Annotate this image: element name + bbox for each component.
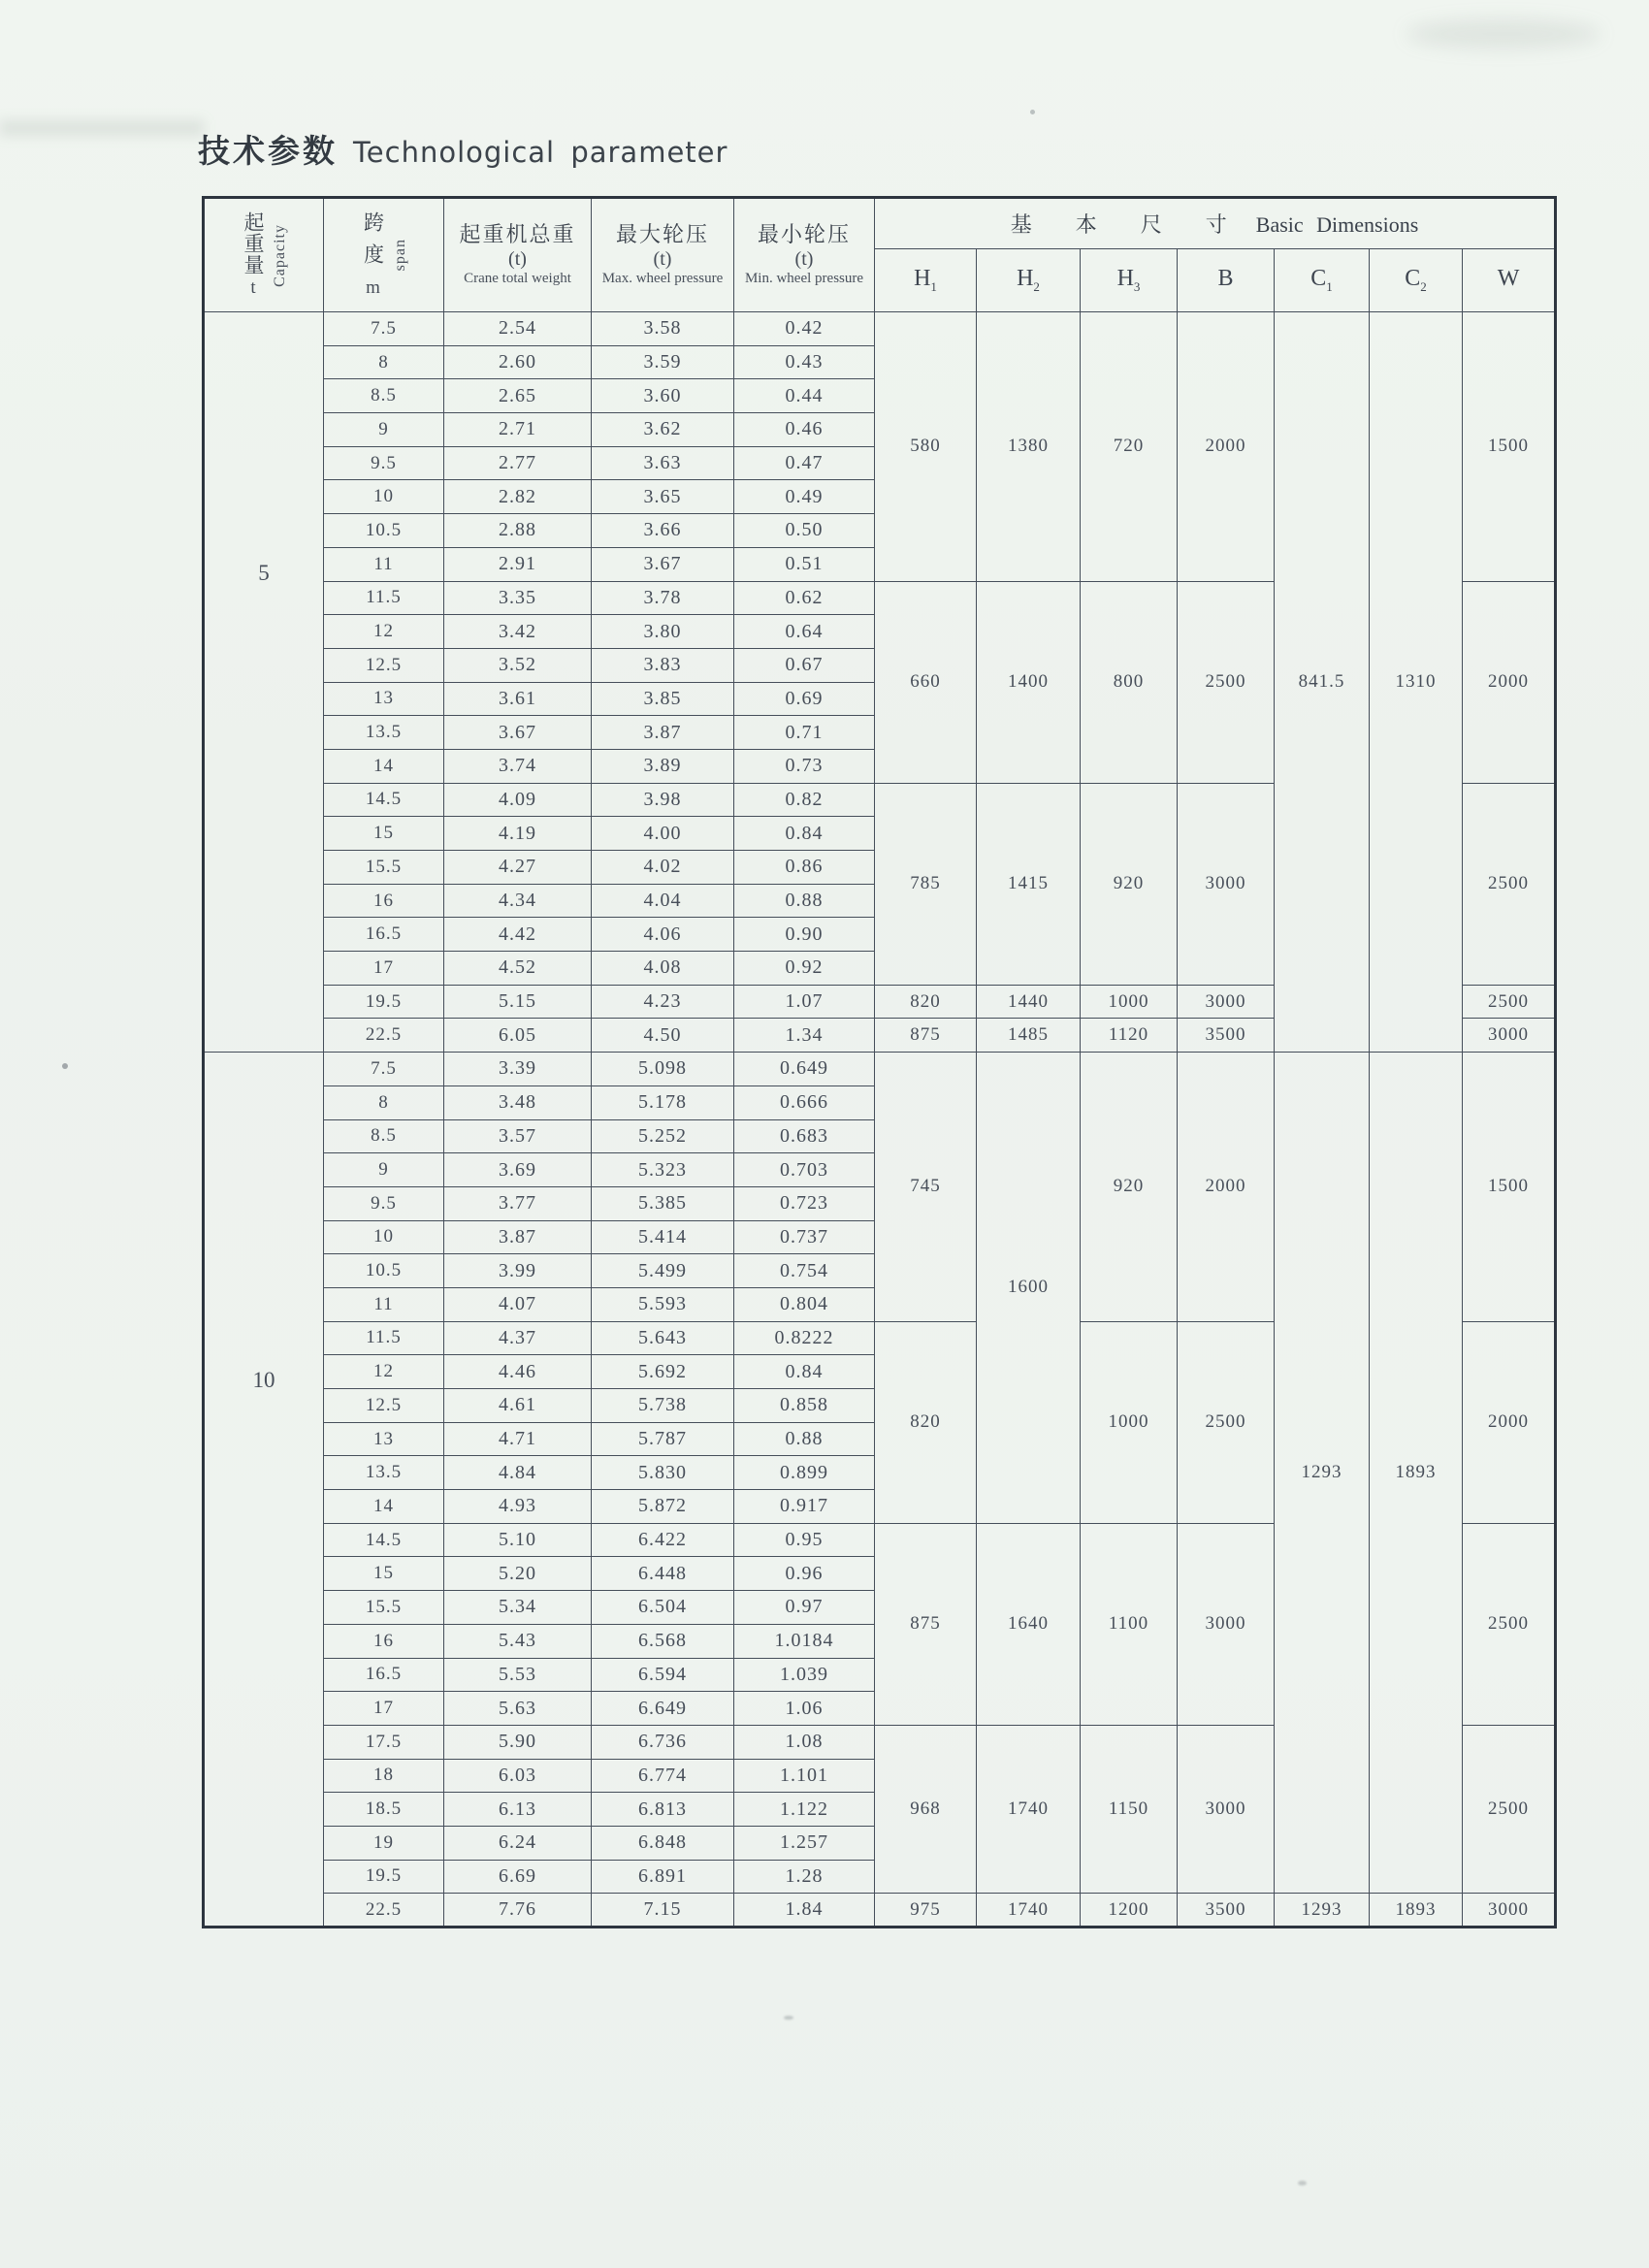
cell-total-weight: 2.54 [444,312,592,346]
cell-dim-h1: 785 [875,783,977,985]
cell-span: 13.5 [324,716,444,750]
technological-parameter-table [202,196,1557,1928]
cell-max-pressure: 3.80 [592,615,734,649]
cell-span: 17 [324,952,444,986]
cell-max-pressure: 6.848 [592,1826,734,1860]
cell-max-pressure: 3.63 [592,446,734,480]
cell-total-weight: 2.65 [444,379,592,413]
cell-min-pressure: 0.84 [734,1355,875,1389]
cell-span: 16 [324,1624,444,1658]
cell-total-weight: 3.69 [444,1153,592,1187]
cell-dim-w: 2500 [1463,985,1556,1019]
header-span-unit: m [366,277,380,298]
cell-span: 16.5 [324,918,444,952]
header-dim-h1: $H_1$ [875,249,977,312]
scan-smudge [0,120,204,136]
header-dim-b: B [1178,249,1275,312]
cell-total-weight: 3.61 [444,682,592,716]
cell-total-weight: 4.93 [444,1490,592,1524]
cell-max-pressure: 5.499 [592,1254,734,1288]
header-dim-h3: $H_3$ [1081,249,1178,312]
cell-min-pressure: 0.73 [734,749,875,783]
cell-total-weight: 2.82 [444,480,592,514]
cell-max-pressure: 5.385 [592,1186,734,1220]
cell-max-pressure: 5.787 [592,1422,734,1456]
cell-span: 13.5 [324,1456,444,1490]
cell-min-pressure: 0.51 [734,547,875,581]
cell-max-pressure: 5.643 [592,1321,734,1355]
cell-dim-h3: 1200 [1081,1894,1178,1928]
cell-max-pressure: 5.692 [592,1355,734,1389]
cell-total-weight: 4.07 [444,1287,592,1321]
cell-max-pressure: 4.00 [592,817,734,851]
cell-max-pressure: 3.87 [592,716,734,750]
cell-total-weight: 3.77 [444,1186,592,1220]
cell-capacity [204,1053,324,1928]
cell-max-pressure: 5.830 [592,1456,734,1490]
page-title-english: Technological parameter [353,136,728,169]
cell-span: 8 [324,1085,444,1119]
cell-dim-b: 2500 [1178,581,1275,783]
cell-dim-h1: 660 [875,581,977,783]
cell-dim-c1: 1293 [1275,1053,1370,1894]
cell-span: 9 [324,413,444,447]
header-capacity-english: Capacity [272,223,288,287]
cell-span: 15.5 [324,851,444,885]
cell-min-pressure: 0.50 [734,514,875,548]
cell-total-weight: 4.37 [444,1321,592,1355]
header-basic-dimensions: 基 本 尺 寸 Basic Dimensions [875,198,1556,249]
cell-min-pressure: 0.88 [734,884,875,918]
cell-span: 8.5 [324,1119,444,1153]
cell-dim-h2: 1400 [977,581,1081,783]
cell-total-weight: 3.57 [444,1119,592,1153]
cell-max-pressure: 5.252 [592,1119,734,1153]
cell-span: 11.5 [324,1321,444,1355]
cell-max-pressure: 3.98 [592,783,734,817]
cell-total-weight: 5.34 [444,1591,592,1625]
cell-dim-c2: 1310 [1370,312,1463,1053]
cell-max-pressure: 3.59 [592,345,734,379]
cell-total-weight: 5.15 [444,985,592,1019]
scan-speck [1030,110,1035,114]
cell-span: 8.5 [324,379,444,413]
header-dim-c1: $C_1$ [1275,249,1370,312]
cell-dim-h1: 875 [875,1019,977,1053]
cell-span: 10 [324,480,444,514]
cell-dim-b: 3000 [1178,985,1275,1019]
cell-min-pressure: 1.06 [734,1692,875,1726]
cell-min-pressure: 0.723 [734,1186,875,1220]
header-max-wheel-pressure: 最大轮压 (t) Max. wheel pressure [592,198,734,312]
cell-total-weight: 5.90 [444,1725,592,1759]
header-capacity-unit: t [250,277,256,298]
cell-total-weight: 4.61 [444,1389,592,1423]
cell-min-pressure: 0.69 [734,682,875,716]
cell-dim-w: 1500 [1463,312,1556,582]
cell-dim-h1: 975 [875,1894,977,1928]
cell-max-pressure: 6.891 [592,1860,734,1894]
cell-min-pressure: 0.754 [734,1254,875,1288]
cell-dim-h1: 820 [875,1321,977,1523]
cell-min-pressure: 0.804 [734,1287,875,1321]
header-dim-h2: $H_2$ [977,249,1081,312]
cell-span: 8 [324,345,444,379]
cell-min-pressure: 0.67 [734,648,875,682]
cell-total-weight: 4.09 [444,783,592,817]
cell-min-pressure: 0.44 [734,379,875,413]
cell-min-pressure: 0.8222 [734,1321,875,1355]
capacity-value: 5 [258,561,270,586]
cell-min-pressure: 1.84 [734,1894,875,1928]
cell-min-pressure: 0.47 [734,446,875,480]
cell-span: 11 [324,1287,444,1321]
cell-span: 13 [324,682,444,716]
cell-dim-w: 3000 [1463,1019,1556,1053]
cell-max-pressure: 3.66 [592,514,734,548]
page-title-chinese: 技术参数 [198,132,338,170]
cell-span: 14.5 [324,783,444,817]
cell-span: 10.5 [324,1254,444,1288]
cell-span: 11 [324,547,444,581]
cell-span: 15.5 [324,1591,444,1625]
scan-smudge [1406,19,1600,49]
cell-total-weight: 3.48 [444,1085,592,1119]
cell-max-pressure: 5.323 [592,1153,734,1187]
cell-max-pressure: 6.504 [592,1591,734,1625]
cell-dim-h2: 1485 [977,1019,1081,1053]
cell-span: 19.5 [324,1860,444,1894]
scan-speck [62,1063,68,1069]
cell-min-pressure: 0.90 [734,918,875,952]
cell-min-pressure: 1.07 [734,985,875,1019]
cell-max-pressure: 4.06 [592,918,734,952]
cell-dim-h1: 968 [875,1725,977,1893]
cell-total-weight: 4.46 [444,1355,592,1389]
cell-span: 22.5 [324,1894,444,1928]
cell-total-weight: 4.52 [444,952,592,986]
cell-dim-c1: 1293 [1275,1894,1370,1928]
cell-max-pressure: 6.736 [592,1725,734,1759]
cell-min-pressure: 0.703 [734,1153,875,1187]
cell-max-pressure: 6.594 [592,1658,734,1692]
cell-span: 7.5 [324,312,444,346]
cell-total-weight: 5.20 [444,1557,592,1591]
cell-total-weight: 4.27 [444,851,592,885]
cell-max-pressure: 6.448 [592,1557,734,1591]
cell-min-pressure: 0.49 [734,480,875,514]
cell-span: 13 [324,1422,444,1456]
capacity-value: 10 [252,1368,275,1393]
cell-span: 12 [324,615,444,649]
cell-max-pressure: 6.649 [592,1692,734,1726]
cell-min-pressure: 1.101 [734,1759,875,1793]
cell-dim-h1: 875 [875,1523,977,1725]
cell-min-pressure: 0.96 [734,1557,875,1591]
cell-dim-h3: 800 [1081,581,1178,783]
table-row [204,1894,1556,1928]
cell-max-pressure: 5.178 [592,1085,734,1119]
cell-max-pressure: 6.774 [592,1759,734,1793]
cell-max-pressure: 3.65 [592,480,734,514]
cell-max-pressure: 4.23 [592,985,734,1019]
cell-span: 19 [324,1826,444,1860]
cell-dim-c2: 1893 [1370,1894,1463,1928]
cell-total-weight: 4.19 [444,817,592,851]
cell-dim-h2: 1640 [977,1523,1081,1725]
cell-dim-h2: 1440 [977,985,1081,1019]
cell-dim-h1: 745 [875,1053,977,1322]
cell-dim-b: 3500 [1178,1894,1275,1928]
cell-min-pressure: 0.917 [734,1490,875,1524]
cell-span: 17 [324,1692,444,1726]
cell-max-pressure: 3.89 [592,749,734,783]
cell-total-weight: 2.91 [444,547,592,581]
header-capacity-chinese: 起重量 [242,211,265,275]
cell-total-weight: 3.42 [444,615,592,649]
cell-span: 15 [324,817,444,851]
cell-span: 9.5 [324,1186,444,1220]
cell-min-pressure: 0.42 [734,312,875,346]
cell-dim-h3: 1000 [1081,1321,1178,1523]
cell-max-pressure: 4.50 [592,1019,734,1053]
cell-min-pressure: 1.122 [734,1793,875,1827]
cell-dim-w: 3000 [1463,1894,1556,1928]
cell-max-pressure: 3.85 [592,682,734,716]
cell-min-pressure: 0.666 [734,1085,875,1119]
cell-min-pressure: 0.88 [734,1422,875,1456]
cell-span: 14.5 [324,1523,444,1557]
cell-span: 12 [324,1355,444,1389]
cell-dim-w: 1500 [1463,1053,1556,1322]
cell-span: 10.5 [324,514,444,548]
cell-max-pressure: 5.872 [592,1490,734,1524]
cell-total-weight: 4.34 [444,884,592,918]
cell-dim-h3: 720 [1081,312,1178,582]
header-span-english: span [391,239,408,272]
cell-max-pressure: 3.58 [592,312,734,346]
cell-dim-h3: 1000 [1081,985,1178,1019]
cell-min-pressure: 1.08 [734,1725,875,1759]
cell-min-pressure: 1.039 [734,1658,875,1692]
cell-dim-h3: 920 [1081,1053,1178,1322]
cell-dim-h1: 580 [875,312,977,582]
cell-dim-b: 3000 [1178,783,1275,985]
cell-dim-b: 3000 [1178,1725,1275,1893]
cell-span: 15 [324,1557,444,1591]
header-total-weight: 起重机总重 (t) Crane total weight [444,198,592,312]
cell-max-pressure: 6.813 [592,1793,734,1827]
cell-dim-c1: 841.5 [1275,312,1370,1053]
cell-span: 19.5 [324,985,444,1019]
cell-dim-h2: 1415 [977,783,1081,985]
cell-dim-w: 2000 [1463,1321,1556,1523]
cell-dim-h3: 1100 [1081,1523,1178,1725]
cell-min-pressure: 0.82 [734,783,875,817]
cell-total-weight: 4.84 [444,1456,592,1490]
cell-span: 12.5 [324,1389,444,1423]
cell-dim-h3: 1120 [1081,1019,1178,1053]
cell-min-pressure: 0.64 [734,615,875,649]
cell-total-weight: 4.42 [444,918,592,952]
cell-dim-b: 2000 [1178,1053,1275,1322]
cell-total-weight: 6.69 [444,1860,592,1894]
cell-total-weight: 3.67 [444,716,592,750]
cell-max-pressure: 3.83 [592,648,734,682]
cell-max-pressure: 4.02 [592,851,734,885]
cell-total-weight: 3.39 [444,1053,592,1086]
cell-max-pressure: 3.60 [592,379,734,413]
cell-min-pressure: 0.46 [734,413,875,447]
cell-dim-b: 2500 [1178,1321,1275,1523]
header-dim-c2: $C_2$ [1370,249,1463,312]
cell-max-pressure: 5.098 [592,1053,734,1086]
cell-total-weight: 3.35 [444,581,592,615]
cell-total-weight: 2.60 [444,345,592,379]
cell-dim-h2: 1740 [977,1725,1081,1893]
scan-speck [784,2016,793,2020]
cell-total-weight: 6.05 [444,1019,592,1053]
cell-min-pressure: 0.95 [734,1523,875,1557]
cell-max-pressure: 6.422 [592,1523,734,1557]
cell-max-pressure: 5.414 [592,1220,734,1254]
cell-min-pressure: 1.34 [734,1019,875,1053]
scan-speck [1298,2181,1307,2186]
cell-span: 16 [324,884,444,918]
cell-dim-c2: 1893 [1370,1053,1463,1894]
cell-min-pressure: 0.92 [734,952,875,986]
cell-total-weight: 2.88 [444,514,592,548]
cell-span: 11.5 [324,581,444,615]
cell-total-weight: 5.63 [444,1692,592,1726]
cell-span: 16.5 [324,1658,444,1692]
cell-dim-h2: 1600 [977,1053,1081,1524]
cell-min-pressure: 0.97 [734,1591,875,1625]
cell-min-pressure: 1.28 [734,1860,875,1894]
cell-span: 9 [324,1153,444,1187]
cell-dim-b: 3000 [1178,1523,1275,1725]
cell-max-pressure: 5.593 [592,1287,734,1321]
table-body [204,312,1556,1928]
cell-total-weight: 6.24 [444,1826,592,1860]
cell-total-weight: 7.76 [444,1894,592,1928]
cell-min-pressure: 0.71 [734,716,875,750]
cell-min-pressure: 0.649 [734,1053,875,1086]
cell-dim-b: 2000 [1178,312,1275,582]
cell-span: 12.5 [324,648,444,682]
cell-max-pressure: 3.67 [592,547,734,581]
cell-max-pressure: 5.738 [592,1389,734,1423]
cell-total-weight: 4.71 [444,1422,592,1456]
page-title [198,126,728,172]
table-row [204,1053,1556,1086]
cell-min-pressure: 0.858 [734,1389,875,1423]
cell-total-weight: 3.74 [444,749,592,783]
header-capacity [204,198,324,312]
header-span-chinese: 跨度 [361,211,385,275]
cell-dim-h3: 1150 [1081,1725,1178,1893]
cell-dim-w: 2500 [1463,783,1556,985]
cell-max-pressure: 3.78 [592,581,734,615]
cell-total-weight: 5.43 [444,1624,592,1658]
cell-span: 10 [324,1220,444,1254]
cell-min-pressure: 0.899 [734,1456,875,1490]
header-dim-w: W [1463,249,1556,312]
cell-dim-b: 3500 [1178,1019,1275,1053]
cell-dim-h1: 820 [875,985,977,1019]
cell-dim-h3: 920 [1081,783,1178,985]
cell-max-pressure: 7.15 [592,1894,734,1928]
cell-capacity [204,312,324,1053]
cell-min-pressure: 0.737 [734,1220,875,1254]
cell-span: 17.5 [324,1725,444,1759]
cell-span: 18.5 [324,1793,444,1827]
cell-total-weight: 3.52 [444,648,592,682]
cell-min-pressure: 0.43 [734,345,875,379]
cell-total-weight: 5.53 [444,1658,592,1692]
cell-span: 14 [324,749,444,783]
cell-min-pressure: 0.62 [734,581,875,615]
cell-dim-w: 2500 [1463,1725,1556,1893]
cell-span: 14 [324,1490,444,1524]
cell-dim-h2: 1380 [977,312,1081,582]
cell-min-pressure: 0.86 [734,851,875,885]
cell-min-pressure: 0.84 [734,817,875,851]
cell-span: 9.5 [324,446,444,480]
cell-max-pressure: 4.08 [592,952,734,986]
cell-span: 22.5 [324,1019,444,1053]
cell-span: 18 [324,1759,444,1793]
header-min-wheel-pressure: 最小轮压 (t) Min. wheel pressure [734,198,875,312]
cell-total-weight: 2.77 [444,446,592,480]
cell-min-pressure: 1.0184 [734,1624,875,1658]
cell-span: 7.5 [324,1053,444,1086]
cell-max-pressure: 6.568 [592,1624,734,1658]
cell-total-weight: 6.13 [444,1793,592,1827]
cell-dim-w: 2500 [1463,1523,1556,1725]
cell-total-weight: 3.99 [444,1254,592,1288]
cell-min-pressure: 0.683 [734,1119,875,1153]
header-span [324,198,444,312]
cell-total-weight: 3.87 [444,1220,592,1254]
table-row [204,312,1556,346]
cell-dim-w: 2000 [1463,581,1556,783]
cell-min-pressure: 1.257 [734,1826,875,1860]
cell-max-pressure: 4.04 [592,884,734,918]
cell-max-pressure: 3.62 [592,413,734,447]
cell-total-weight: 5.10 [444,1523,592,1557]
cell-dim-h2: 1740 [977,1894,1081,1928]
cell-total-weight: 2.71 [444,413,592,447]
cell-total-weight: 6.03 [444,1759,592,1793]
